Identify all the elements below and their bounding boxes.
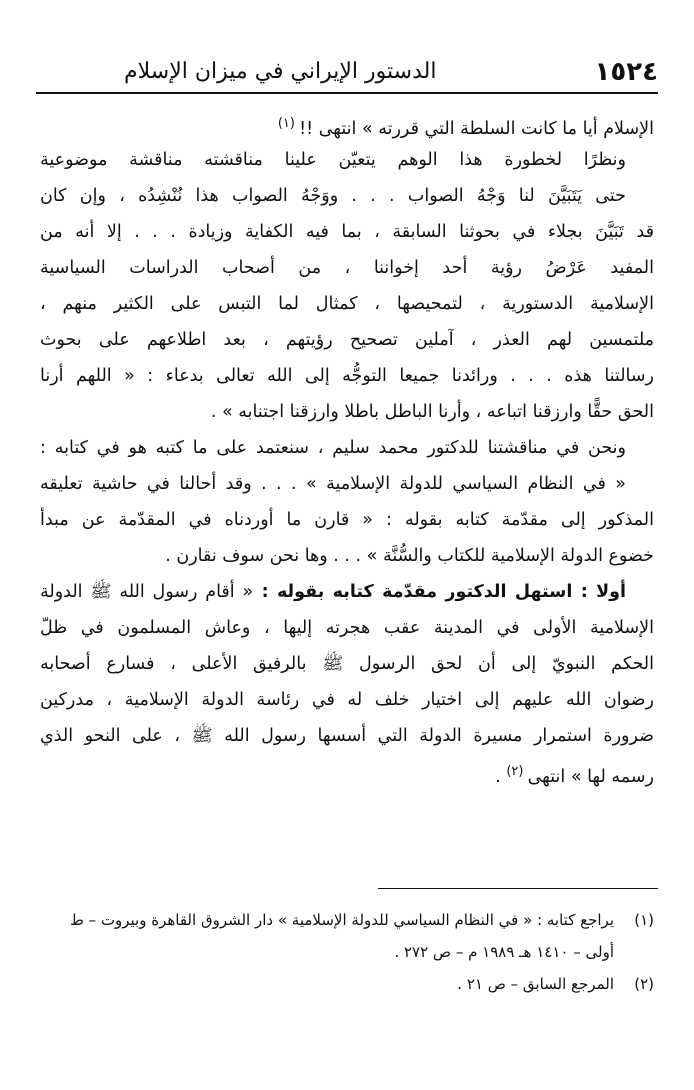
body-line xyxy=(40,718,654,754)
body-line xyxy=(40,574,654,610)
body-line xyxy=(40,106,654,142)
line-text: الإسلام أيا ما كانت السلطة التي قررته » انتهى !! xyxy=(299,118,654,139)
line-text: المذكور إلى مقدّمة كتابه بقوله : « قارن ما أوردناه في المقدّمة عن مبدأ xyxy=(40,510,654,530)
line-text: « أقام رسول الله ﷺ الدولة xyxy=(40,582,254,602)
line-text: « في النظام السياسي للدولة الإسلامية » . . . وقد أحالنا في حاشية تعليقه xyxy=(40,474,626,494)
line-text: ونحن في مناقشتنا للدكتور محمد سليم ، سنعتمد على ما كتبه هو في كتابه : xyxy=(40,438,626,458)
line-text: الحكم النبويّ إلى أن لحق الرسول ﷺ بالرفيق الأعلى ، فسارع أصحابه xyxy=(40,654,654,674)
line-text: الإسلامية الأولى في المدينة عقب هجرته إليها ، وعاش المسلمون في ظلّ xyxy=(40,618,654,638)
footnote-text xyxy=(40,968,614,1000)
footnote-number: (١) xyxy=(634,911,654,929)
body-line xyxy=(40,322,654,358)
section-lead: أولا : استهل الدكتور مقدّمة كتابه بقوله : xyxy=(253,582,626,602)
footnote-rule xyxy=(378,888,658,889)
body-line xyxy=(40,610,654,646)
footnote-line: يراجع كتابه : « في النظام السياسي للدولة الإسلامية » دار الشروق القاهرة وبيروت – ط xyxy=(69,911,614,929)
footnote-line: المرجع السابق – ص ٢١ . xyxy=(457,975,614,993)
line-text: قد تَبَيَّنَ بجلاء في بحوثنا السابقة ، بما فيه الكفاية وزيادة . . . إلا أنه من xyxy=(40,222,654,242)
footnote-text xyxy=(40,904,614,968)
footnote-item xyxy=(40,968,654,1000)
running-title: الدستور الإيراني في ميزان الإسلام xyxy=(124,59,437,84)
line-text: ونظرًا لخطورة هذا الوهم يتعيّن علينا مناقشته مناقشة موضوعية xyxy=(40,150,626,170)
footnote-number: (٢) xyxy=(634,975,654,993)
body-line xyxy=(40,502,654,538)
line-tail: . xyxy=(495,766,507,787)
body-line xyxy=(40,430,654,466)
footnote-line: أولى – ١٤١٠ هـ ١٩٨٩ م – ص ٢٧٢ . xyxy=(394,943,614,961)
line-text: الحق حقًّا وارزقنا اتباعه ، وأرنا الباطل باطلا وارزقنا اجتنابه » . xyxy=(210,402,654,422)
body-line xyxy=(40,358,654,394)
body-line xyxy=(40,754,654,790)
line-text: ضرورة استمرار مسيرة الدولة التي أسسها رسول الله ﷺ ، على النحو الذي xyxy=(40,726,654,746)
body-text xyxy=(40,106,654,790)
footnote-marker[interactable]: (١) xyxy=(277,116,300,131)
body-line xyxy=(40,466,654,502)
page-number: ١٥٢٤ xyxy=(594,57,658,87)
line-text: رسالتنا هذه . . . ورائدنا جميعا التوجُّه إلى الله تعالى بدعاء : « اللهم أرنا xyxy=(40,366,654,386)
body-line xyxy=(40,646,654,682)
line-text: حتى يَتَبَيَّنَ لنا وَجْهُ الصواب . . . ووَجْهُ الصواب هذا نُنْشِدُه ، وإن كان xyxy=(40,186,626,206)
line-text: رسمه لها » انتهى xyxy=(527,766,654,787)
body-line xyxy=(40,178,654,214)
line-text: الإسلامية الدستورية ، لتمحيصها ، كمثال لما التبس على الكثير منهم ، xyxy=(40,294,654,314)
line-text: خضوع الدولة الإسلامية للكتاب والسُّنَّة » . . . وها نحن سوف نقارن . xyxy=(165,546,654,566)
page-header xyxy=(36,50,658,90)
line-text: رضوان الله عليهم إلى اختيار خلف له في رئاسة الدولة الإسلامية ، مدركين xyxy=(40,690,654,710)
footnotes xyxy=(40,904,654,1000)
footnote-item xyxy=(40,904,654,968)
line-text: المفيد عَرْضُ رؤية أحد إخواننا ، من أصحاب الدراسات السياسية xyxy=(40,258,654,278)
body-line xyxy=(40,214,654,250)
body-line xyxy=(40,538,654,574)
header-rule xyxy=(36,92,658,94)
body-line xyxy=(40,286,654,322)
body-line xyxy=(40,394,654,430)
body-line xyxy=(40,682,654,718)
body-line xyxy=(40,250,654,286)
footnote-marker[interactable]: (٢) xyxy=(506,764,528,779)
line-text: ملتمسين لهم العذر ، آملين تصحيح رؤيتهم ، بعد اطلاعهم على بحوث xyxy=(40,330,654,350)
body-line xyxy=(40,142,654,178)
